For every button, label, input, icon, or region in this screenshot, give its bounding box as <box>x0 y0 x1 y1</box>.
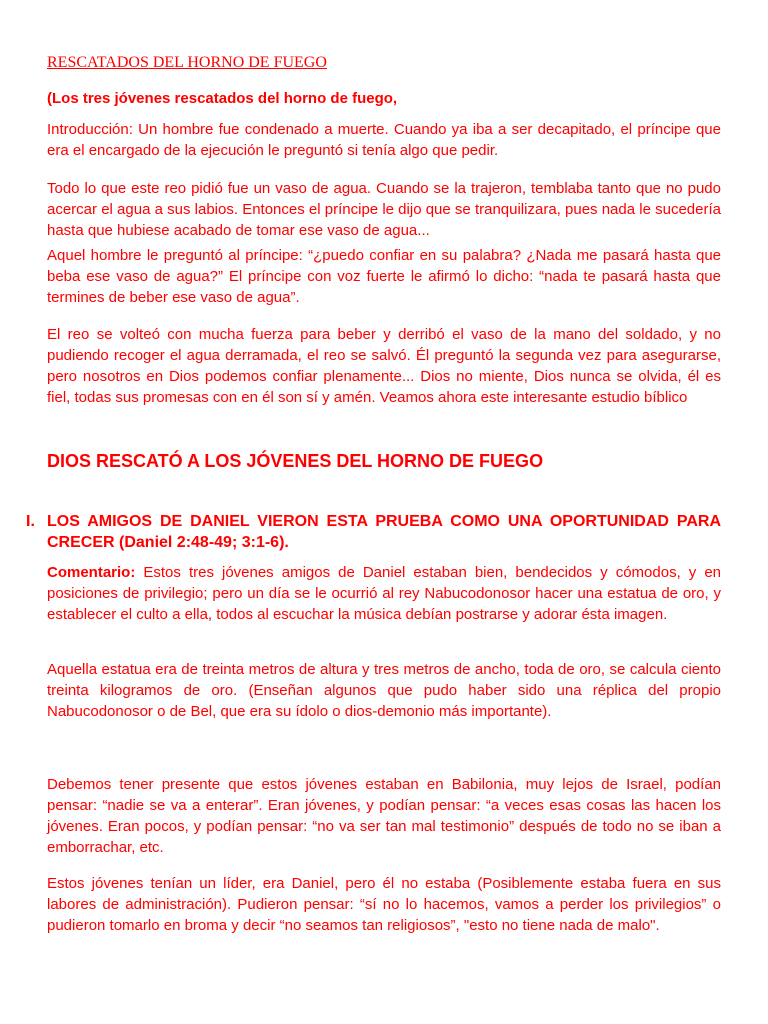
intro-paragraph-3: Aquel hombre le preguntó al príncipe: “¿puedo confiar en su palabra? ¿Nada me pasará hasta que beba ese vaso de agua?” El príncipe con voz fuerte le afirmó lo dicho: “nada te pasará hasta que termines de beber ese vaso de agua”. <box>47 247 721 306</box>
comment-label: Comentario: <box>47 564 136 581</box>
intro-paragraph-1: Introducción: Un hombre fue condenado a muerte. Cuando ya iba a ser decapitado, el príncipe que era el encargado de la ejecución le preguntó si tenía algo que pedir. <box>47 121 721 159</box>
comment-text: Estos tres jóvenes amigos de Daniel estaban bien, bendecidos y cómodos, y en posiciones de privilegio; pero un día se le ocurrió al rey Nabucodonosor hacer una estatua de oro, y establecer el culto a ella, todos al escuchar la música debían postrarse y adorar ésta imagen. <box>47 564 721 623</box>
point-1-text-b: 2:48-49; 3:1-6). <box>172 534 289 551</box>
intro-paragraph-2: Todo lo que este reo pidió fue un vaso de agua. Cuando se la trajeron, temblaba tanto que no pudo acercar el agua a sus labios. Entonces el príncipe le dijo que se tranquilizara, pues nada le sucedería hasta que hubiese acabado de tomar ese vaso de agua... <box>47 180 721 239</box>
body-paragraph-2: Debemos tener presente que estos jóvenes estaban en Babilonia, muy lejos de Israel, podían pensar: “nadie se va a enterar”. Eran jóvenes, y podían pensar: “a veces esas cosas las hacen los jóvenes. Eran pocos, y podían pensar: “no va ser tan mal testimonio” después de todo no se iban a emborrachar, etc. <box>47 776 721 856</box>
body-paragraph-3: Estos jóvenes tenían un líder, era Daniel, pero él no estaba (Posiblemente estaba fuera en sus labores de administración). Pudieron pensar: “sí no lo hacemos, vamos a perder los privilegios” o pudieron tomarlo en broma y decir “no seamos tan religiosos”, "esto no tiene nada de malo". <box>47 875 721 934</box>
body-paragraph-1: Aquella estatua era de treinta metros de altura y tres metros de ancho, toda de oro, se calcula ciento treinta kilogramos de oro. (Enseñan algunos que pudo haber sido una réplica del propio Nabucodonosor o de Bel, que era su ídolo o dios-demonio más importante). <box>47 661 721 720</box>
document-title: RESCATADOS DEL HORNO DE FUEGO <box>47 54 327 71</box>
point-1-text <box>47 511 721 553</box>
point-1-heading <box>26 511 721 553</box>
point-1-text-a: LOS AMIGOS DE DANIEL VIERON ESTA PRUEBA COMO UNA OPORTUNIDAD PARA CRECER ( <box>47 513 721 551</box>
document-subtitle: (Los tres jóvenes rescatados del horno de fuego, <box>47 90 398 107</box>
section-heading: DIOS RESCATÓ A LOS JÓVENES DEL HORNO DE FUEGO <box>47 451 544 471</box>
comment-paragraph <box>47 562 721 625</box>
point-1-ref-book: Daniel <box>124 534 173 551</box>
point-1-number: I. <box>26 513 35 530</box>
intro-paragraph-4: El reo se volteó con mucha fuerza para beber y derribó el vaso de la mano del soldado, y no pudiendo recoger el agua derramada, el reo se salvó. Él preguntó la segunda vez para asegurarse, pero nosotros en Dios podemos confiar plenamente... Dios no miente, Dios nunca se olvida, él es fiel, todas sus promesas con en él son sí y amén. Veamos ahora este interesante estudio bíblico <box>47 326 721 406</box>
